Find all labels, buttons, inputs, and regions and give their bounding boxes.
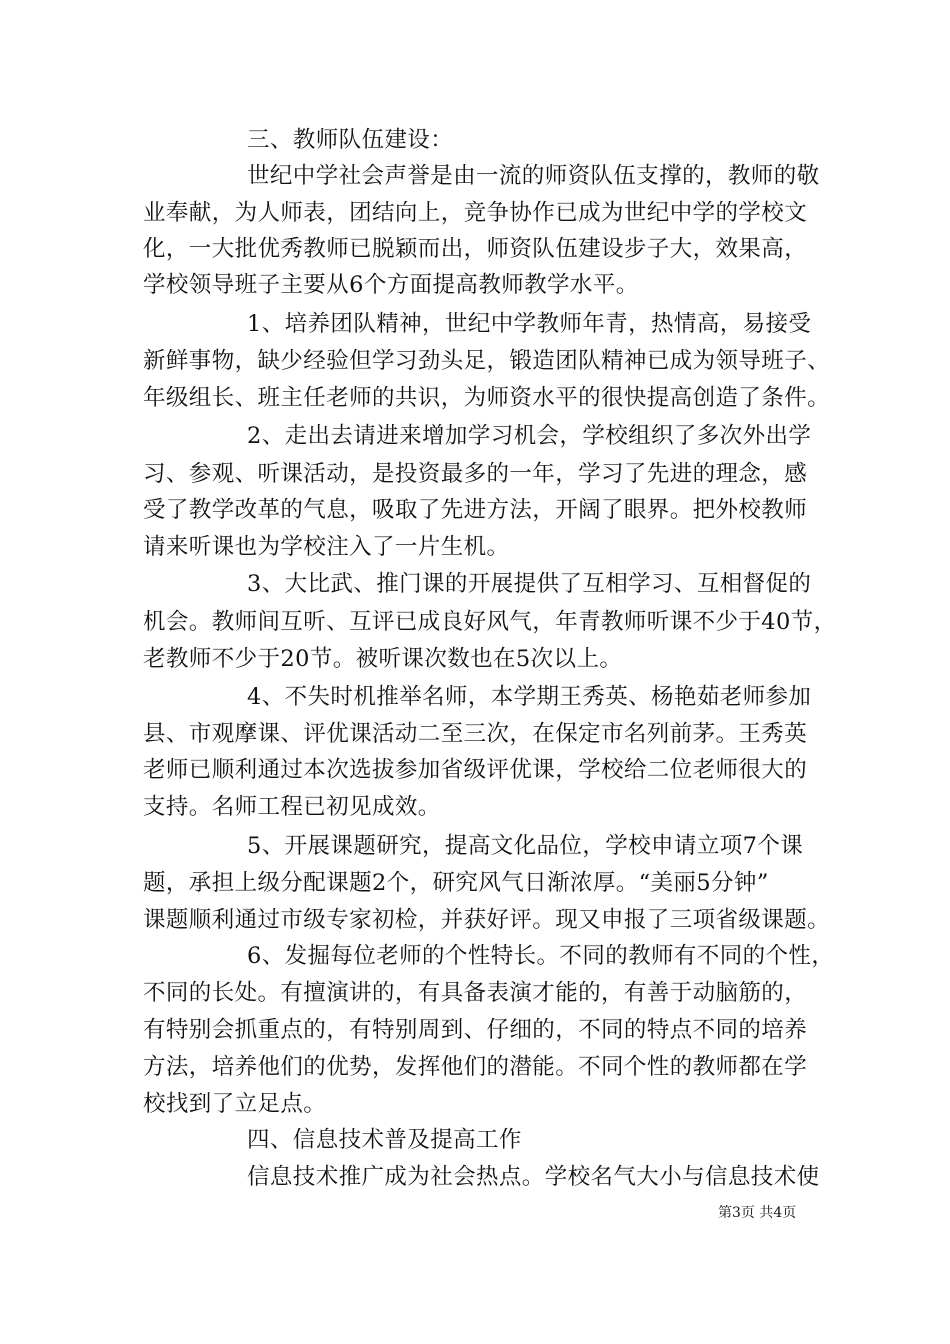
- section-heading: 四、信息技术普及提高工作: [247, 1127, 522, 1153]
- paragraph-line: 题，承担上级分配课题2个，研究风气日渐浓厚。“美丽5分钟”: [143, 870, 769, 896]
- section-heading: 三、教师队伍建设：: [247, 127, 454, 153]
- list-item-line: 5、开展课题研究，提高文化品位，学校申请立项7个课: [247, 833, 804, 859]
- paragraph-line: 年级组长、班主任老师的共识，为师资水平的很快提高创造了条件。: [143, 385, 831, 411]
- list-item-line: 4、不失时机推举名师，本学期王秀英、杨艳茹老师参加: [247, 684, 812, 710]
- list-item-line: 2、走出去请进来增加学习机会，学校组织了多次外出学: [247, 423, 812, 449]
- paragraph-line: 信息技术推广成为社会热点。学校名气大小与信息技术使: [247, 1164, 820, 1190]
- paragraph-line: 世纪中学社会声誉是由一流的师资队伍支撑的，教师的敬: [247, 163, 820, 189]
- paragraph-line: 机会。教师间互听、互评已成良好风气，年青教师听课不少于40节，: [143, 609, 837, 635]
- paragraph-line: 校找到了立足点。: [143, 1091, 327, 1117]
- paragraph-line: 支持。名师工程已初见成效。: [143, 794, 441, 820]
- paragraph-line: 请来听课也为学校注入了一片生机。: [143, 534, 510, 560]
- page-number-footer: 第3页 共4页: [718, 1205, 797, 1221]
- paragraph-line: 化，一大批优秀教师已脱颖而出，师资队伍建设步子大，效果高，: [143, 236, 808, 262]
- paragraph-line: 习、参观、听课活动，是投资最多的一年，学习了先进的理念，感: [143, 461, 808, 487]
- list-item-line: 1、培养团队精神，世纪中学教师年青，热情高，易接受: [247, 311, 812, 337]
- paragraph-line: 学校领导班子主要从6个方面提高教师教学水平。: [143, 272, 639, 298]
- paragraph-line: 方法，培养他们的优势，发挥他们的潜能。不同个性的教师都在学: [143, 1054, 808, 1080]
- paragraph-line: 老师已顺利通过本次选拔参加省级评优课，学校给二位老师很大的: [143, 757, 808, 783]
- paragraph-line: 新鲜事物，缺少经验但学习劲头足，锻造团队精神已成为领导班子、: [143, 348, 831, 374]
- paragraph-line: 有特别会抓重点的，有特别周到、仔细的，不同的特点不同的培养: [143, 1017, 808, 1043]
- paragraph-line: 课题顺利通过市级专家初检，并获好评。现又申报了三项省级课题。: [143, 907, 831, 933]
- paragraph-line: 业奉献，为人师表，团结向上，竞争协作已成为世纪中学的学校文: [143, 200, 808, 226]
- list-item-line: 6、发掘每位老师的个性特长。不同的教师有不同的个性，: [247, 943, 835, 969]
- list-item-line: 3、大比武、推门课的开展提供了互相学习、互相督促的: [247, 571, 812, 597]
- paragraph-line: 不同的长处。有擅演讲的，有具备表演才能的，有善于动脑筋的，: [143, 980, 808, 1006]
- paragraph-line: 县、市观摩课、评优课活动二至三次，在保定市名列前茅。王秀英: [143, 721, 808, 747]
- paragraph-line: 受了教学改革的气息，吸取了先进方法，开阔了眼界。把外校教师: [143, 497, 808, 523]
- paragraph-line: 老教师不少于20节。被听课次数也在5次以上。: [143, 646, 623, 672]
